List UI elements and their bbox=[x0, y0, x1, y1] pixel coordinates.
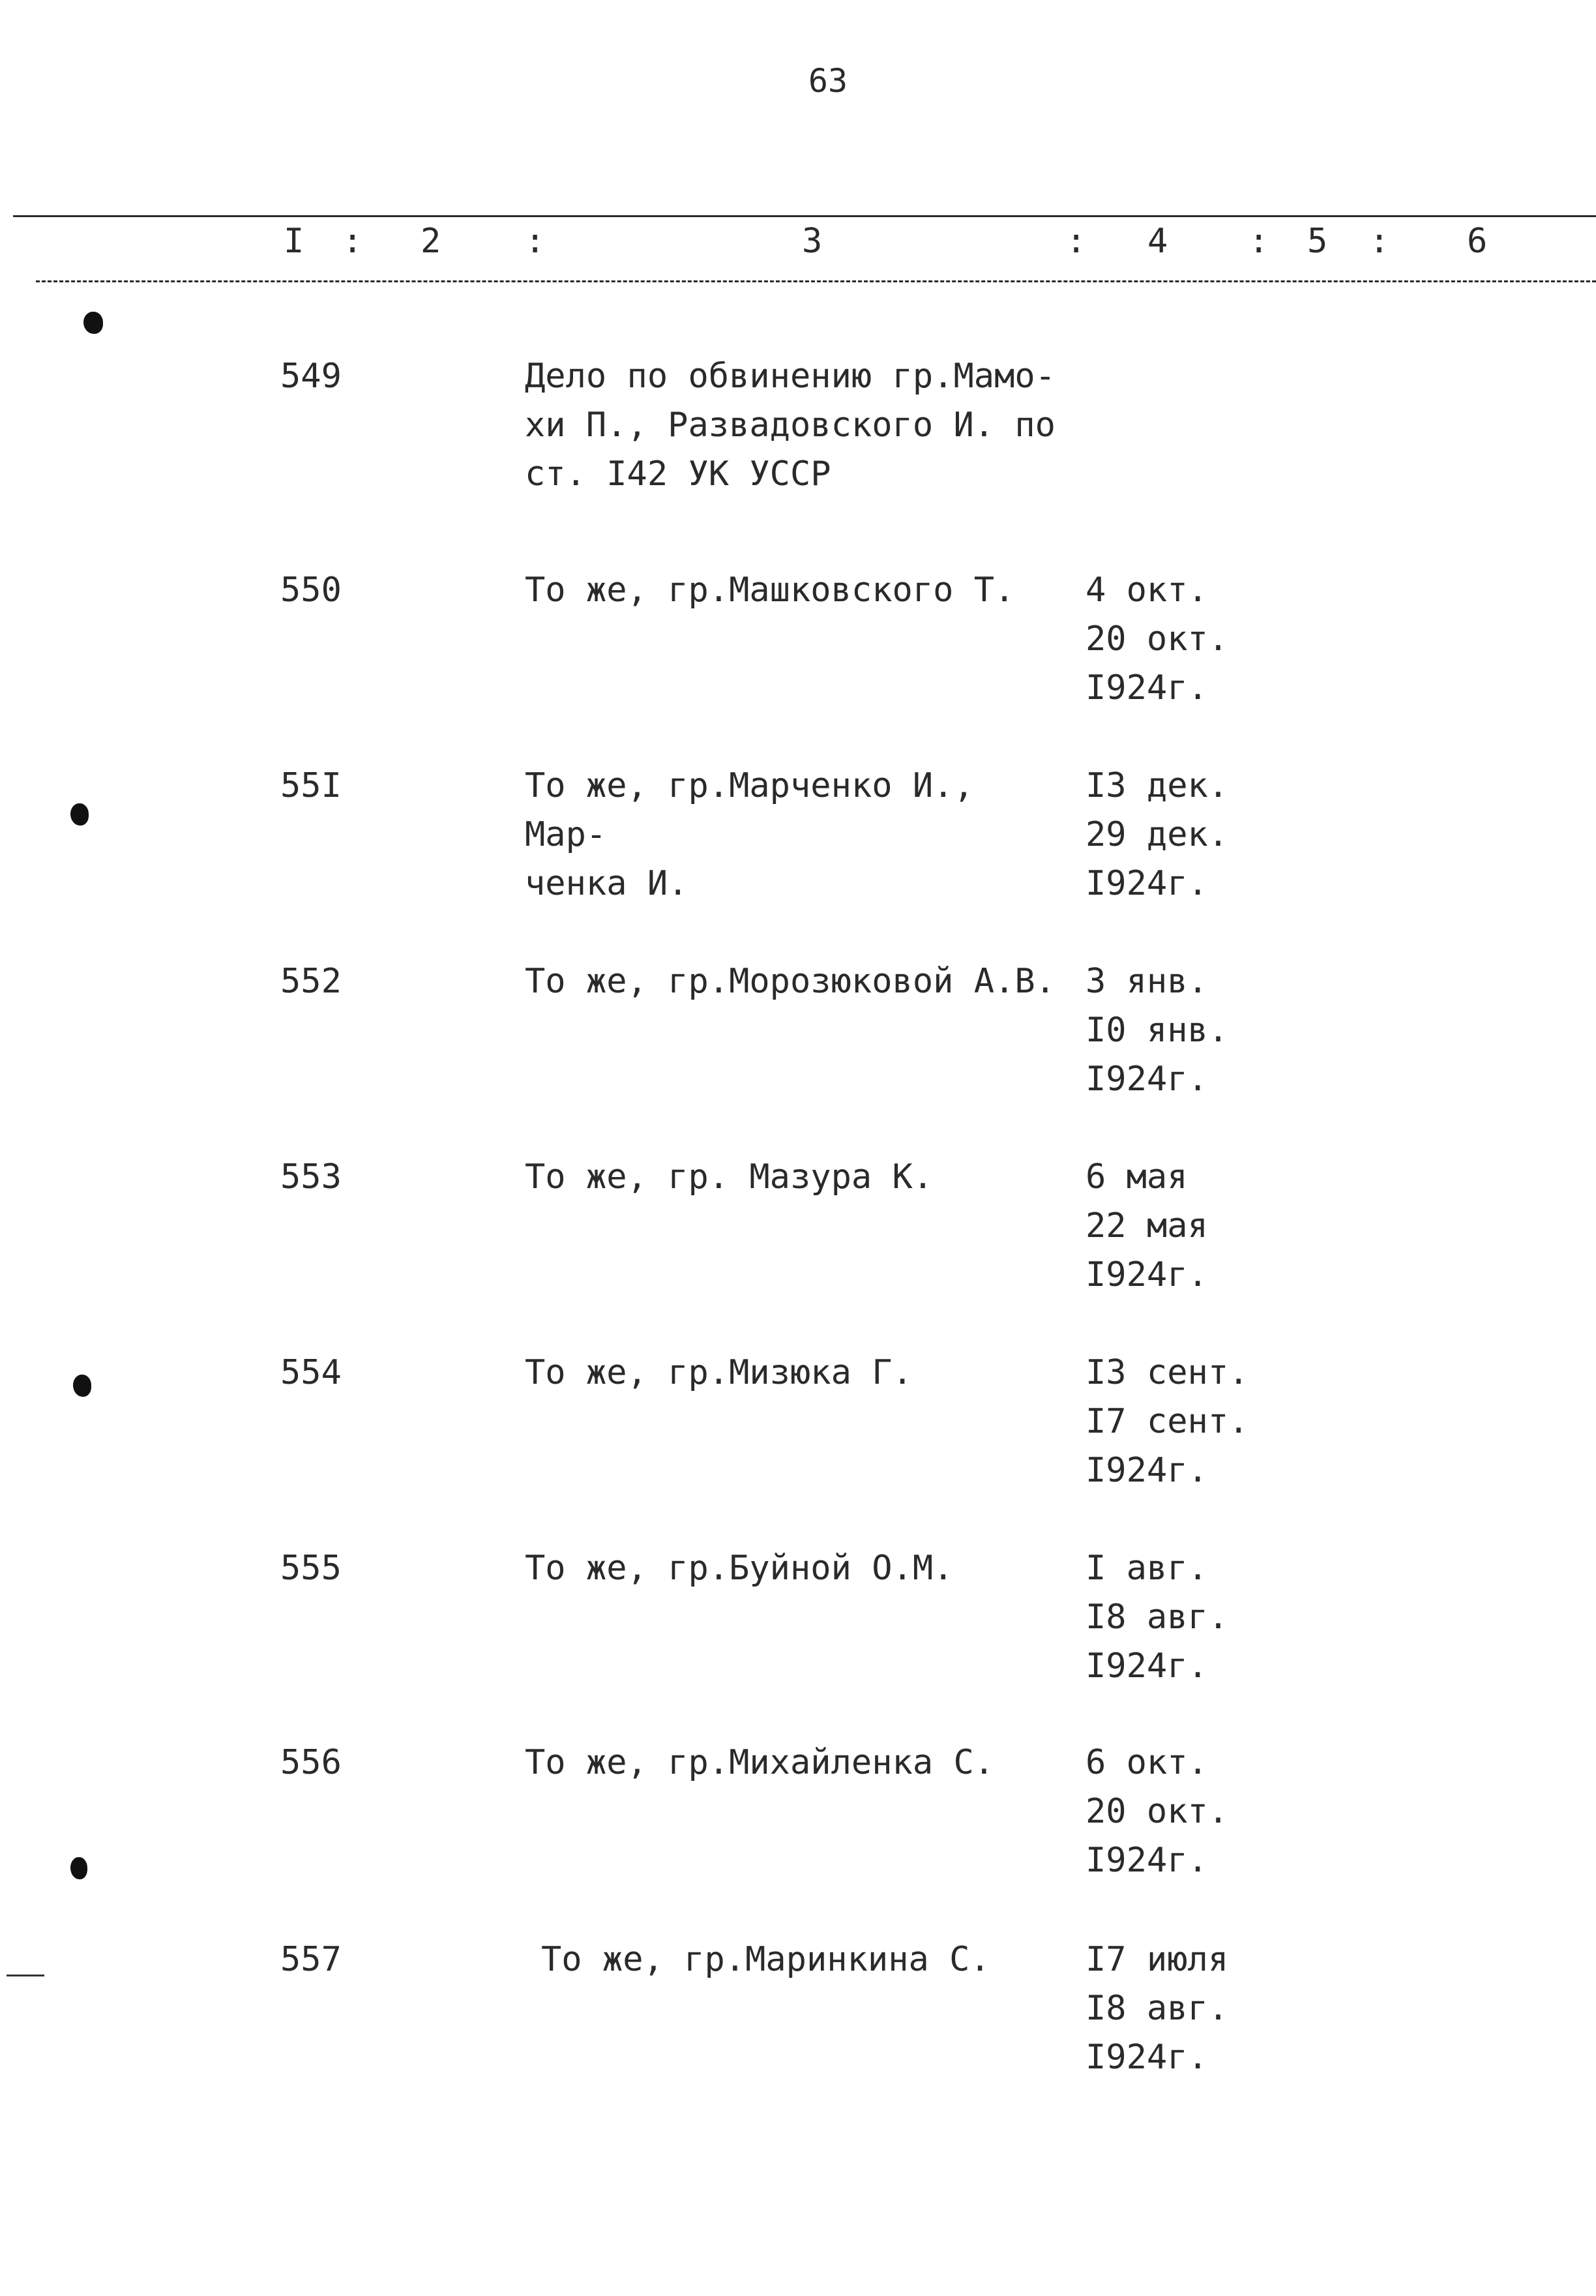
header-col-2: 2 bbox=[421, 222, 441, 261]
entry-description: То же, гр.Маринкина С. bbox=[541, 1940, 990, 1979]
entry-description: То же, гр.Мизюка Г. bbox=[525, 1353, 913, 1392]
entry-description: То же, гр.Морозюковой А.В. bbox=[525, 962, 1056, 1001]
entry-description: То же, гр.Буйной О.М. bbox=[525, 1549, 954, 1588]
table-header-rule bbox=[36, 280, 1596, 282]
entry-number: 553 bbox=[280, 1157, 342, 1197]
header-separator: : bbox=[1066, 222, 1087, 261]
header-separator: : bbox=[342, 222, 363, 261]
entry-number: 550 bbox=[280, 571, 342, 610]
entry-dates: I7 июля I8 авг. I924г. bbox=[1086, 1940, 1229, 2077]
binder-hole-mark bbox=[83, 312, 103, 334]
table-header-row bbox=[0, 222, 1596, 267]
entry-description: То же, гр.Машковского Т. bbox=[525, 571, 1015, 610]
entry-dates: I3 сент. I7 сент. I924г. bbox=[1086, 1353, 1249, 1490]
entry-dates: 3 янв. I0 янв. I924г. bbox=[1086, 962, 1229, 1099]
entry-number: 556 bbox=[280, 1743, 342, 1782]
binder-hole-mark bbox=[73, 1375, 91, 1397]
binder-hole-mark bbox=[70, 1857, 87, 1879]
entry-description: Дело по обвинению гр.Мамо- хи П., Развадовского И. по ст. I42 УК УССР bbox=[525, 357, 1056, 494]
entry-number: 549 bbox=[280, 357, 342, 396]
header-col-1: I bbox=[284, 222, 304, 261]
entry-number: 554 bbox=[280, 1353, 342, 1392]
header-col-4: 4 bbox=[1147, 222, 1168, 261]
header-separator: : bbox=[525, 222, 546, 261]
margin-stroke bbox=[7, 1975, 44, 1976]
header-col-5: 5 bbox=[1307, 222, 1328, 261]
header-col-3: 3 bbox=[802, 222, 823, 261]
entry-number: 557 bbox=[280, 1940, 342, 1979]
entry-number: 555 bbox=[280, 1549, 342, 1588]
table-top-rule bbox=[13, 215, 1596, 217]
header-col-6: 6 bbox=[1467, 222, 1488, 261]
entry-dates: 6 окт. 20 окт. I924г. bbox=[1086, 1743, 1229, 1880]
entry-description: То же, гр.Марченко И., Мар- ченка И. bbox=[525, 766, 974, 903]
entry-description: То же, гр. Мазура К. bbox=[525, 1157, 934, 1197]
header-separator: : bbox=[1369, 222, 1390, 261]
entry-dates: 4 окт. 20 окт. I924г. bbox=[1086, 571, 1229, 708]
entry-number: 552 bbox=[280, 962, 342, 1001]
entry-description: То же, гр.Михайленка С. bbox=[525, 1743, 995, 1782]
entry-dates: 6 мая 22 мая I924г. bbox=[1086, 1157, 1208, 1294]
entry-dates: I авг. I8 авг. I924г. bbox=[1086, 1549, 1229, 1686]
binder-hole-mark bbox=[70, 803, 89, 826]
entry-number: 55I bbox=[280, 766, 342, 805]
header-separator: : bbox=[1249, 222, 1269, 261]
page-number: 63 bbox=[808, 62, 848, 100]
entry-dates: I3 дек. 29 дек. I924г. bbox=[1086, 766, 1229, 903]
